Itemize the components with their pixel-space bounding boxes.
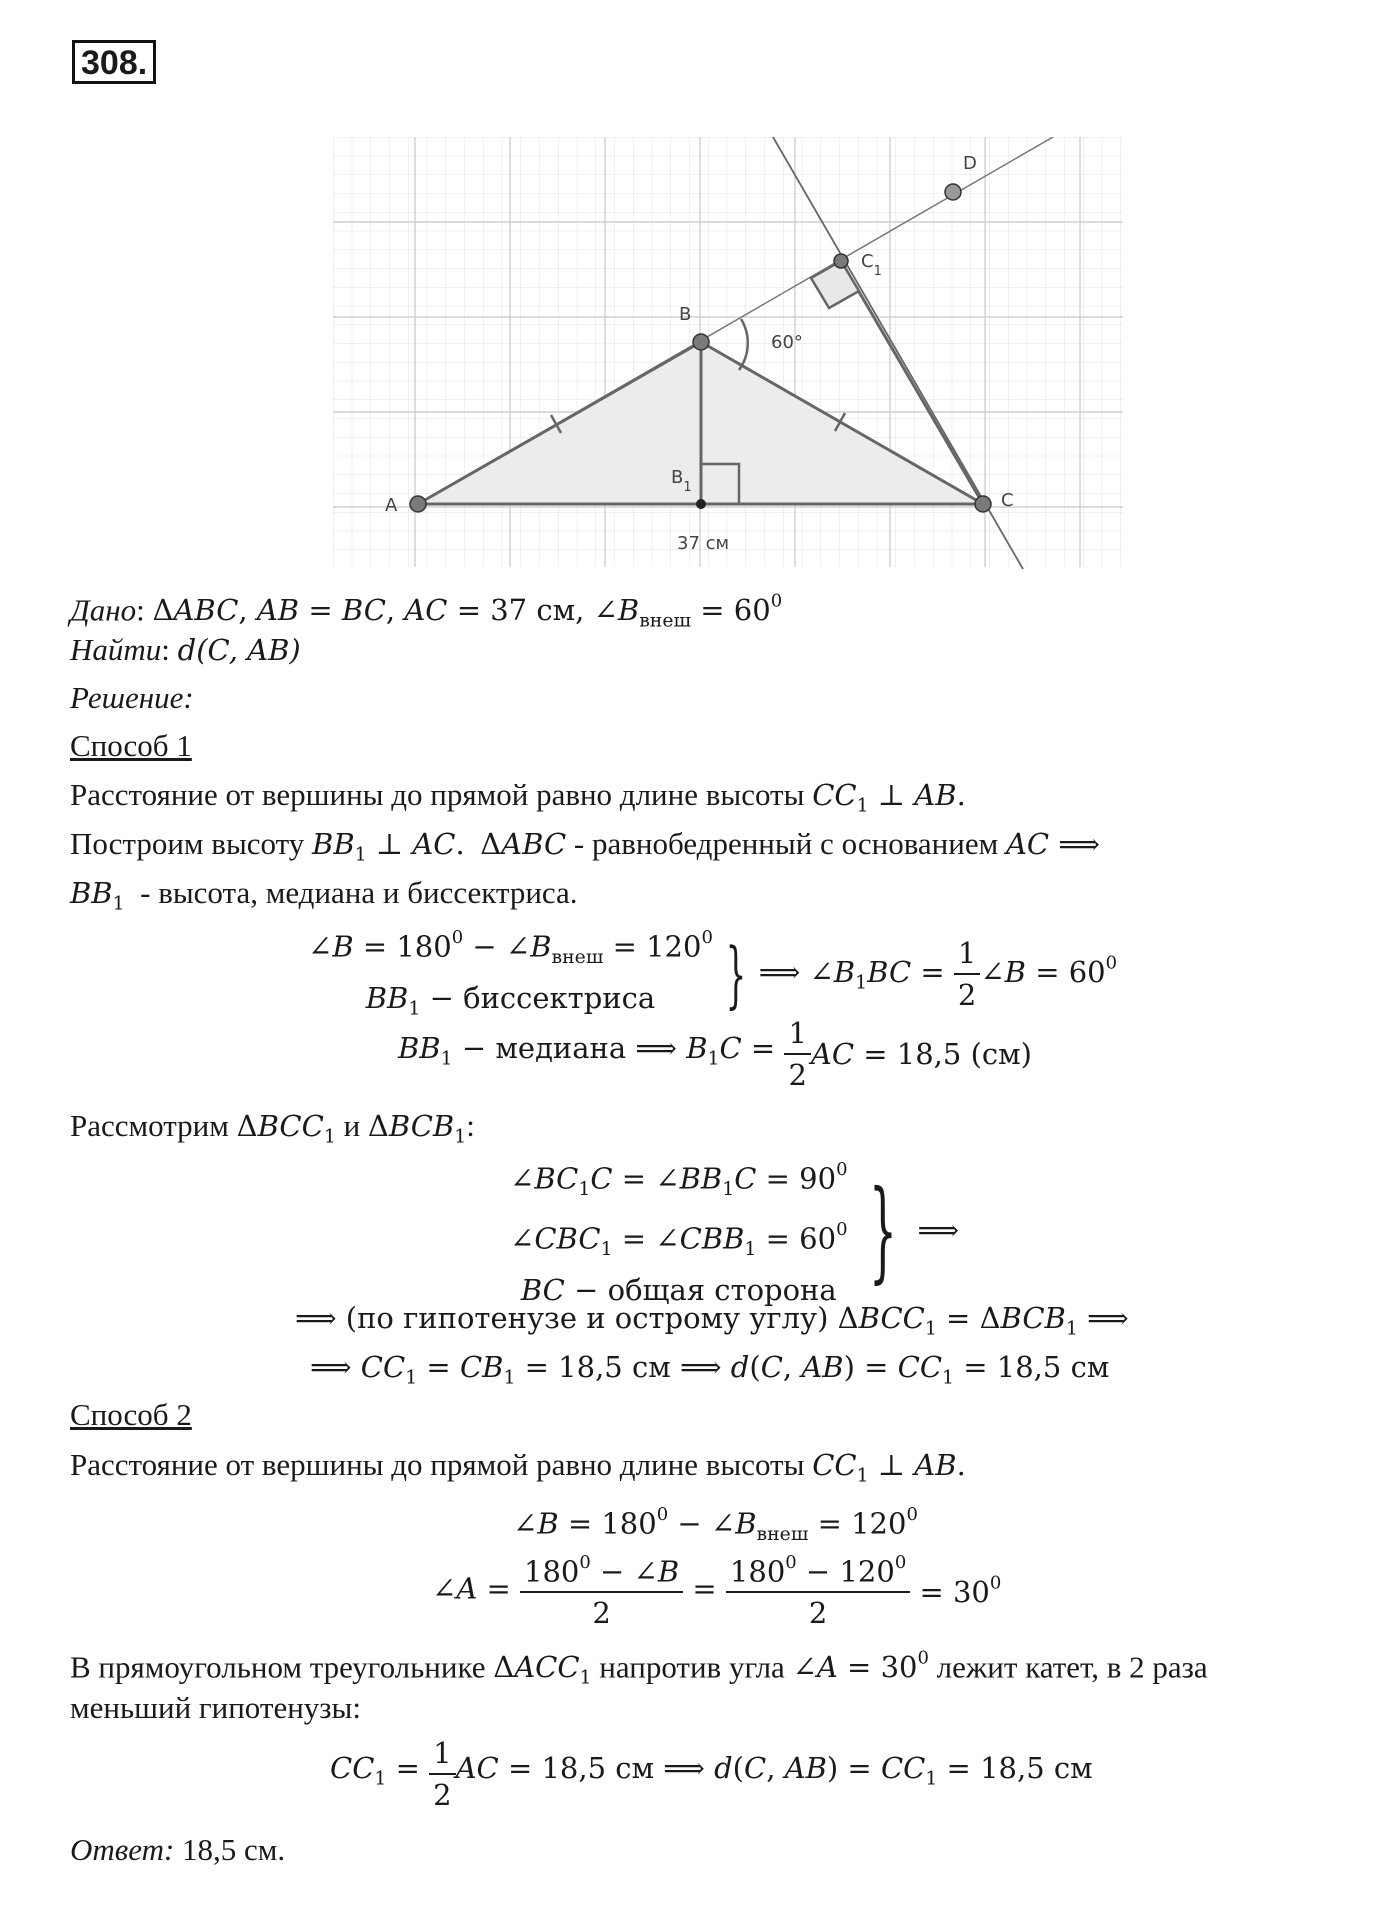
method1-title: Способ 1 [70,728,192,763]
sys1-row1: ∠B = $180^0$ − $\angle B_{внеш} = 120^0$ [308,927,713,969]
point-d [945,184,961,200]
solution-label: Решение: [70,680,194,715]
point-a [410,496,426,512]
method1-line2: Построим высоту $BB_1$ ⊥ AC. ΔABC - равнобедренный с основанием AC ⟹ [70,826,1100,866]
given-label: Дано [70,592,137,628]
method1-line1: Расстояние от вершины до прямой равно длине высоты $CC_1$ ⊥ AB. [70,777,966,817]
label-b1: $B_1$ [671,467,692,495]
point-b1 [696,499,706,509]
find-text: d(C, AB) [177,633,301,667]
answer-label: Ответ: [70,1832,175,1867]
conclusion2: ⟹ $CC_1 = CB_1 = 18,5$ см ⟹ d(C, $AB) = CC_1 = 18,5$ см [310,1350,1110,1389]
sys1-row2: $BB_1$ − биссектриса [365,981,656,1020]
consider-line: Рассмотрим $\Delta BCC_1$ и $\Delta BCB_1$: [70,1108,475,1148]
sys2-result: ⟹ [917,1213,960,1248]
label-d: D [963,153,977,174]
method1-line3: $BB_1$ - высота, медиана и биссектриса. [70,875,578,915]
method2-title: Способ 2 [70,1397,192,1432]
method2-text1: В прямоугольном треугольнике $\Delta ACC_1$ напротив угла ∠A = $30^0$ лежит катет, в 2 раза [70,1648,1208,1690]
system1: ∠B = $180^0$ − $\angle B_{внеш} = 120^0$ $BB_1$ − биссектриса } ⟹ $\angle B_1BC$ = $\frac{1}{2}$ ∠B = $60^0$ [308,918,1117,1030]
sys2-row1: $\angle BC_1C$ = $\angle BB_1C = 90^0$ [510,1159,848,1201]
point-c1 [834,254,848,268]
median-line: $BB_1$ − медиана ⟹ $B_1C$ = $\frac{1}{2}$ AC = 18,5 (см) [398,1016,1032,1092]
label-angle: 60° [771,332,803,353]
sys1-result: ⟹ $\angle B_1BC$ = $\frac{1}{2}$ ∠B = $60^0$ [758,935,1118,1012]
method2-final: $CC_1$ = $\frac{1}{2}$ AC = 18,5 см ⟹ d(C, $AB) = CC_1 = 18,5$ см [330,1736,1093,1812]
problem-number: 308. [72,40,156,84]
given-text: ΔABC, AB = BC, AC = 37 см, $\angle B_{внеш} = 60^0$ [152,591,783,633]
label-base-length: 37 см [677,533,730,554]
find-label: Найти [70,632,162,667]
method2-angle-b: ∠B = $180^0$ − $\angle B_{внеш} = 120^0$ [513,1504,918,1546]
conclusion1: ⟹ (по гипотенузе и острому углу) $\Delta BCC_1 = \Delta BCB_1$ ⟹ [295,1301,1129,1340]
sys2-row3: BC − общая сторона [520,1273,837,1308]
label-b: B [679,304,692,325]
point-b [693,334,709,350]
label-c: C [1001,490,1014,511]
system2: $\angle BC_1C$ = $\angle BB_1C = 90^0$ $\angle CBC_1$ = $\angle CBB_1 = 60^0$ BC − общая сторона } ⟹ [510,1150,959,1310]
sys2-row2: $\angle CBC_1$ = $\angle CBB_1 = 60^0$ [510,1219,848,1261]
method2-text2: меньший гипотенузы: [70,1690,361,1725]
given-line: Дано: ΔABC, AB = BC, AC = 37 см, $\angle B_{внеш} = 60^0$ [70,591,783,633]
find-line: Найти: d(C, AB) [70,632,301,667]
label-c1: $C_1$ [861,251,882,279]
geometry-figure [333,137,1123,577]
method2-angle-a: ∠A = $\frac{180^0 - \angle B}{2}$ = $\frac{180^0 - 120^0}{2}$ = $30^0$ [432,1545,1001,1631]
label-a: A [385,495,398,516]
answer-value: 18,5 см. [182,1832,286,1867]
answer-line [70,1832,285,1868]
point-c [975,496,991,512]
method2-line1: Расстояние от вершины до прямой равно длине высоты $CC_1$ ⊥ AB. [70,1447,966,1487]
